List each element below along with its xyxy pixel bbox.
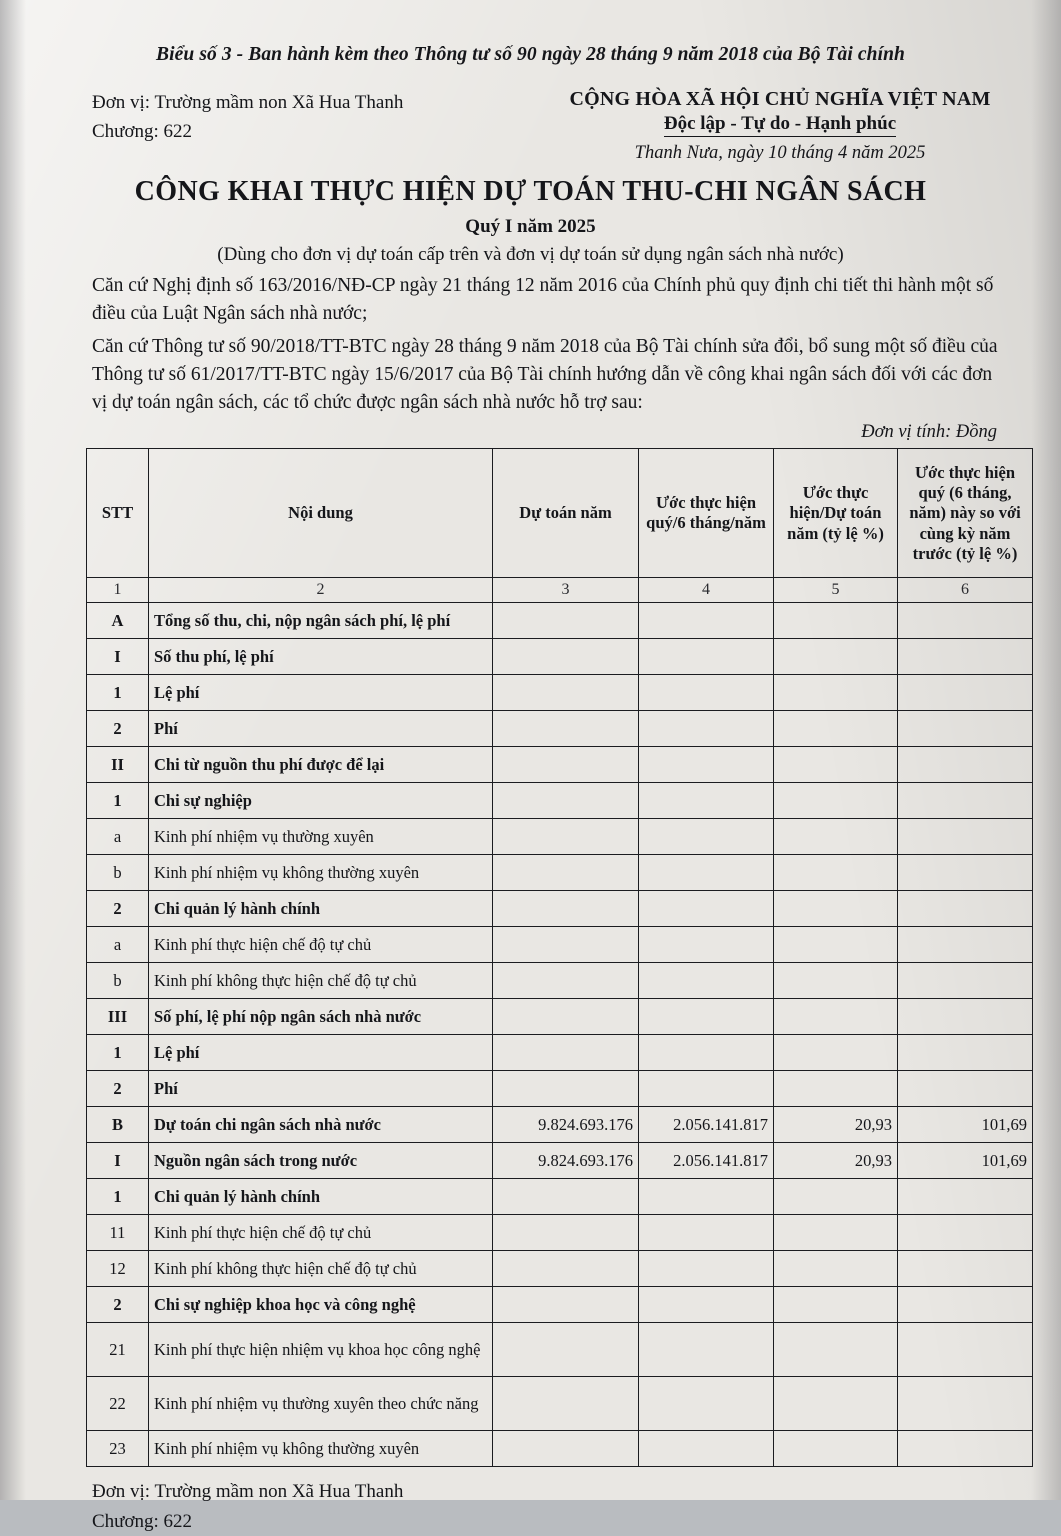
cell-so-cung-ky [898,1431,1033,1467]
cell-uoc-thuc-hien [639,711,774,747]
cell-uoc-thuc-hien [639,855,774,891]
cell-uoc-thuc-hien: 2.056.141.817 [639,1107,774,1143]
cell-stt: I [87,1143,149,1179]
table-row [87,1035,1033,1071]
cell-dutoan-nam [493,783,639,819]
table-row [87,819,1033,855]
cell-so-cung-ky: 101,69 [898,1107,1033,1143]
cell-noidung: Kinh phí thực hiện nhiệm vụ khoa học công nghệ [149,1323,493,1377]
cell-dutoan-nam [493,675,639,711]
cell-dutoan-nam [493,711,639,747]
cell-ty-le [774,1287,898,1323]
table-row [87,639,1033,675]
cell-stt: II [87,747,149,783]
cell-so-cung-ky [898,927,1033,963]
cell-stt: 2 [87,711,149,747]
table-row [87,1215,1033,1251]
table-row [87,927,1033,963]
table-body [87,603,1033,1467]
cell-ty-le [774,783,898,819]
legal-basis-2: Căn cứ Thông tư số 90/2018/TT-BTC ngày 28 tháng 9 năm 2018 của Bộ Tài chính sửa đổi, bổ sung một số điều của Thông tư số 61/2017/TT-BTC ngày 15/6/2017 của Bộ Tài chính hướng dẫn về công khai ngân sách đối với các đơn vị dự toán ngân sách, các tổ chức được ngân sách nhà nước hỗ trợ sau: [92,336,998,413]
cell-dutoan-nam: 9.824.693.176 [493,1107,639,1143]
cell-so-cung-ky [898,1287,1033,1323]
place-and-date: Thanh Nưa, ngày 10 tháng 4 năm 2025 [634,143,926,163]
cell-noidung: Lệ phí [149,675,493,711]
cell-stt: 22 [87,1377,149,1431]
cell-uoc-thuc-hien [639,1071,774,1107]
header-stt: STT [87,449,149,578]
header-dutoan-nam: Dự toán năm [493,449,639,578]
cell-noidung: Chi sự nghiệp khoa học và công nghệ [149,1287,493,1323]
cell-uoc-thuc-hien [639,639,774,675]
cell-stt: 1 [87,783,149,819]
cell-uoc-thuc-hien [639,927,774,963]
cell-noidung: Chi sự nghiệp [149,783,493,819]
table-row [87,1071,1033,1107]
cell-dutoan-nam [493,1287,639,1323]
form-note: Biểu số 3 - Ban hành kèm theo Thông tư số 90 ngày 28 tháng 9 năm 2018 của Bộ Tài chính [156,44,905,65]
cell-noidung: Số phí, lệ phí nộp ngân sách nhà nước [149,999,493,1035]
cell-ty-le [774,927,898,963]
cell-stt: 2 [87,891,149,927]
cell-uoc-thuc-hien [639,747,774,783]
cell-noidung: Lệ phí [149,1035,493,1071]
cell-stt: I [87,639,149,675]
cell-stt: 23 [87,1431,149,1467]
cell-ty-le [774,1035,898,1071]
cell-so-cung-ky [898,603,1033,639]
cell-ty-le [774,1323,898,1377]
cell-dutoan-nam [493,603,639,639]
cell-ty-le [774,855,898,891]
colnum-1: 1 [87,578,149,603]
cell-uoc-thuc-hien [639,891,774,927]
cell-so-cung-ky [898,819,1033,855]
cell-ty-le: 20,93 [774,1107,898,1143]
cell-ty-le [774,639,898,675]
cell-dutoan-nam [493,819,639,855]
cell-so-cung-ky [898,963,1033,999]
cell-uoc-thuc-hien [639,963,774,999]
cell-ty-le [774,1251,898,1287]
cell-dutoan-nam [493,1377,639,1431]
colnum-5: 5 [774,578,898,603]
table-row [87,711,1033,747]
cell-uoc-thuc-hien [639,1179,774,1215]
cell-ty-le [774,1179,898,1215]
cell-dutoan-nam [493,891,639,927]
national-motto: Độc lập - Tự do - Hạnh phúc [664,113,896,137]
cell-so-cung-ky: 101,69 [898,1143,1033,1179]
colnum-2: 2 [149,578,493,603]
cell-ty-le [774,963,898,999]
cell-so-cung-ky [898,639,1033,675]
cell-dutoan-nam [493,747,639,783]
cell-noidung: Kinh phí nhiệm vụ không thường xuyên [149,1431,493,1467]
header-noidung: Nội dung [149,449,493,578]
cell-stt: b [87,855,149,891]
footer-unit-line: Đơn vị: Trường mầm non Xã Hua Thanh [92,1481,404,1503]
page-title: CÔNG KHAI THỰC HIỆN DỰ TOÁN THU-CHI NGÂN SÁCH [134,176,927,207]
cell-dutoan-nam [493,1431,639,1467]
cell-uoc-thuc-hien [639,783,774,819]
legal-basis-1: Căn cứ Nghị định số 163/2016/NĐ-CP ngày 21 tháng 12 năm 2016 của Chính phủ quy định chi tiết thi hành một số điều của Luật Ngân sách nhà nước; [92,275,994,324]
cell-dutoan-nam [493,1035,639,1071]
cell-uoc-thuc-hien [639,1377,774,1431]
cell-uoc-thuc-hien [639,1215,774,1251]
cell-stt: 1 [87,1179,149,1215]
cell-uoc-thuc-hien [639,1323,774,1377]
cell-noidung: Phí [149,711,493,747]
colnum-3: 3 [493,578,639,603]
unit-line: Đơn vị: Trường mầm non Xã Hua Thanh [92,92,404,113]
header-ty-le-dutoan: Ước thực hiện/Dự toán năm (tỷ lệ %) [774,449,898,578]
cell-uoc-thuc-hien [639,819,774,855]
cell-ty-le [774,819,898,855]
cell-ty-le [774,675,898,711]
table-row [87,747,1033,783]
cell-ty-le [774,1431,898,1467]
cell-noidung: Chi quản lý hành chính [149,891,493,927]
document-footer [30,1477,1031,1536]
cell-ty-le [774,1215,898,1251]
cell-noidung: Phí [149,1071,493,1107]
cell-noidung: Kinh phí thực hiện chế độ tự chủ [149,927,493,963]
issuing-unit-block [92,88,403,147]
cell-so-cung-ky [898,1251,1033,1287]
cell-noidung: Chi quản lý hành chính [149,1179,493,1215]
cell-stt: 1 [87,675,149,711]
colnum-6: 6 [898,578,1033,603]
cell-stt: 2 [87,1287,149,1323]
cell-noidung: Số thu phí, lệ phí [149,639,493,675]
table-row [87,675,1033,711]
cell-dutoan-nam [493,927,639,963]
unit-of-measure: Đơn vị tính: Đồng [861,422,997,443]
cell-so-cung-ky [898,1035,1033,1071]
table-header [87,449,1033,603]
cell-so-cung-ky [898,855,1033,891]
cell-noidung: Tổng số thu, chi, nộp ngân sách phí, lệ phí [149,603,493,639]
national-heading-block [520,88,1040,164]
table-row [87,603,1033,639]
cell-noidung: Kinh phí không thực hiện chế độ tự chủ [149,1251,493,1287]
cell-noidung: Nguồn ngân sách trong nước [149,1143,493,1179]
cell-stt: B [87,1107,149,1143]
table-column-number-row [87,578,1033,603]
cell-so-cung-ky [898,1215,1033,1251]
cell-uoc-thuc-hien [639,1251,774,1287]
cell-so-cung-ky [898,675,1033,711]
cell-uoc-thuc-hien [639,675,774,711]
table-row [87,1377,1033,1431]
cell-noidung: Kinh phí nhiệm vụ thường xuyên theo chức năng [149,1377,493,1431]
cell-so-cung-ky [898,1179,1033,1215]
cell-noidung: Kinh phí thực hiện chế độ tự chủ [149,1215,493,1251]
cell-stt: b [87,963,149,999]
cell-noidung: Chi từ nguồn thu phí được để lại [149,747,493,783]
cell-ty-le [774,711,898,747]
cell-ty-le [774,1071,898,1107]
cell-dutoan-nam [493,999,639,1035]
table-row [87,1251,1033,1287]
table-row [87,1179,1033,1215]
cell-uoc-thuc-hien [639,1035,774,1071]
table-row [87,783,1033,819]
document-header [30,88,1031,170]
cell-dutoan-nam [493,1215,639,1251]
page-subtitle: Quý I năm 2025 [465,216,596,237]
table-row [87,1323,1033,1377]
cell-stt: a [87,927,149,963]
cell-dutoan-nam [493,1251,639,1287]
colnum-4: 4 [639,578,774,603]
table-row [87,891,1033,927]
table-row [87,999,1033,1035]
cell-uoc-thuc-hien: 2.056.141.817 [639,1143,774,1179]
cell-noidung: Kinh phí nhiệm vụ không thường xuyên [149,855,493,891]
cell-stt: 2 [87,1071,149,1107]
cell-so-cung-ky [898,999,1033,1035]
cell-stt: A [87,603,149,639]
cell-uoc-thuc-hien [639,999,774,1035]
cell-dutoan-nam: 9.824.693.176 [493,1143,639,1179]
cell-stt: 1 [87,1035,149,1071]
table-header-row [87,449,1033,578]
cell-ty-le: 20,93 [774,1143,898,1179]
nation-name: CỘNG HÒA XÃ HỘI CHỦ NGHĨA VIỆT NAM [569,88,991,110]
cell-noidung: Kinh phí nhiệm vụ thường xuyên [149,819,493,855]
cell-so-cung-ky [898,1323,1033,1377]
cell-stt: 12 [87,1251,149,1287]
table-row [87,1287,1033,1323]
cell-stt: 21 [87,1323,149,1377]
cell-uoc-thuc-hien [639,1431,774,1467]
cell-so-cung-ky [898,711,1033,747]
cell-stt: a [87,819,149,855]
cell-ty-le [774,999,898,1035]
cell-so-cung-ky [898,1071,1033,1107]
chapter-line: Chương: 622 [92,121,193,143]
cell-stt: 11 [87,1215,149,1251]
usage-note: (Dùng cho đơn vị dự toán cấp trên và đơn vị dự toán sử dụng ngân sách nhà nước) [217,244,844,265]
cell-dutoan-nam [493,855,639,891]
cell-so-cung-ky [898,891,1033,927]
cell-ty-le [774,747,898,783]
table-row [87,855,1033,891]
cell-dutoan-nam [493,1071,639,1107]
cell-noidung: Dự toán chi ngân sách nhà nước [149,1107,493,1143]
header-uoc-thuc-hien-quy: Ước thực hiện quý/6 tháng/năm [639,449,774,578]
budget-table [86,448,1033,1467]
cell-dutoan-nam [493,639,639,675]
cell-stt: III [87,999,149,1035]
table-row [87,1107,1033,1143]
cell-dutoan-nam [493,1323,639,1377]
cell-uoc-thuc-hien [639,603,774,639]
cell-uoc-thuc-hien [639,1287,774,1323]
cell-ty-le [774,1377,898,1431]
cell-so-cung-ky [898,747,1033,783]
cell-noidung: Kinh phí không thực hiện chế độ tự chủ [149,963,493,999]
table-row [87,1431,1033,1467]
cell-ty-le [774,603,898,639]
footer-chapter-line: Chương: 622 [92,1510,193,1532]
cell-ty-le [774,891,898,927]
cell-so-cung-ky [898,1377,1033,1431]
cell-dutoan-nam [493,1179,639,1215]
cell-dutoan-nam [493,963,639,999]
header-so-voi-cung-ky: Ước thực hiện quý (6 tháng, năm) này so với cùng kỳ năm trước (tỷ lệ %) [898,449,1033,578]
cell-so-cung-ky [898,783,1033,819]
table-row [87,963,1033,999]
table-row [87,1143,1033,1179]
